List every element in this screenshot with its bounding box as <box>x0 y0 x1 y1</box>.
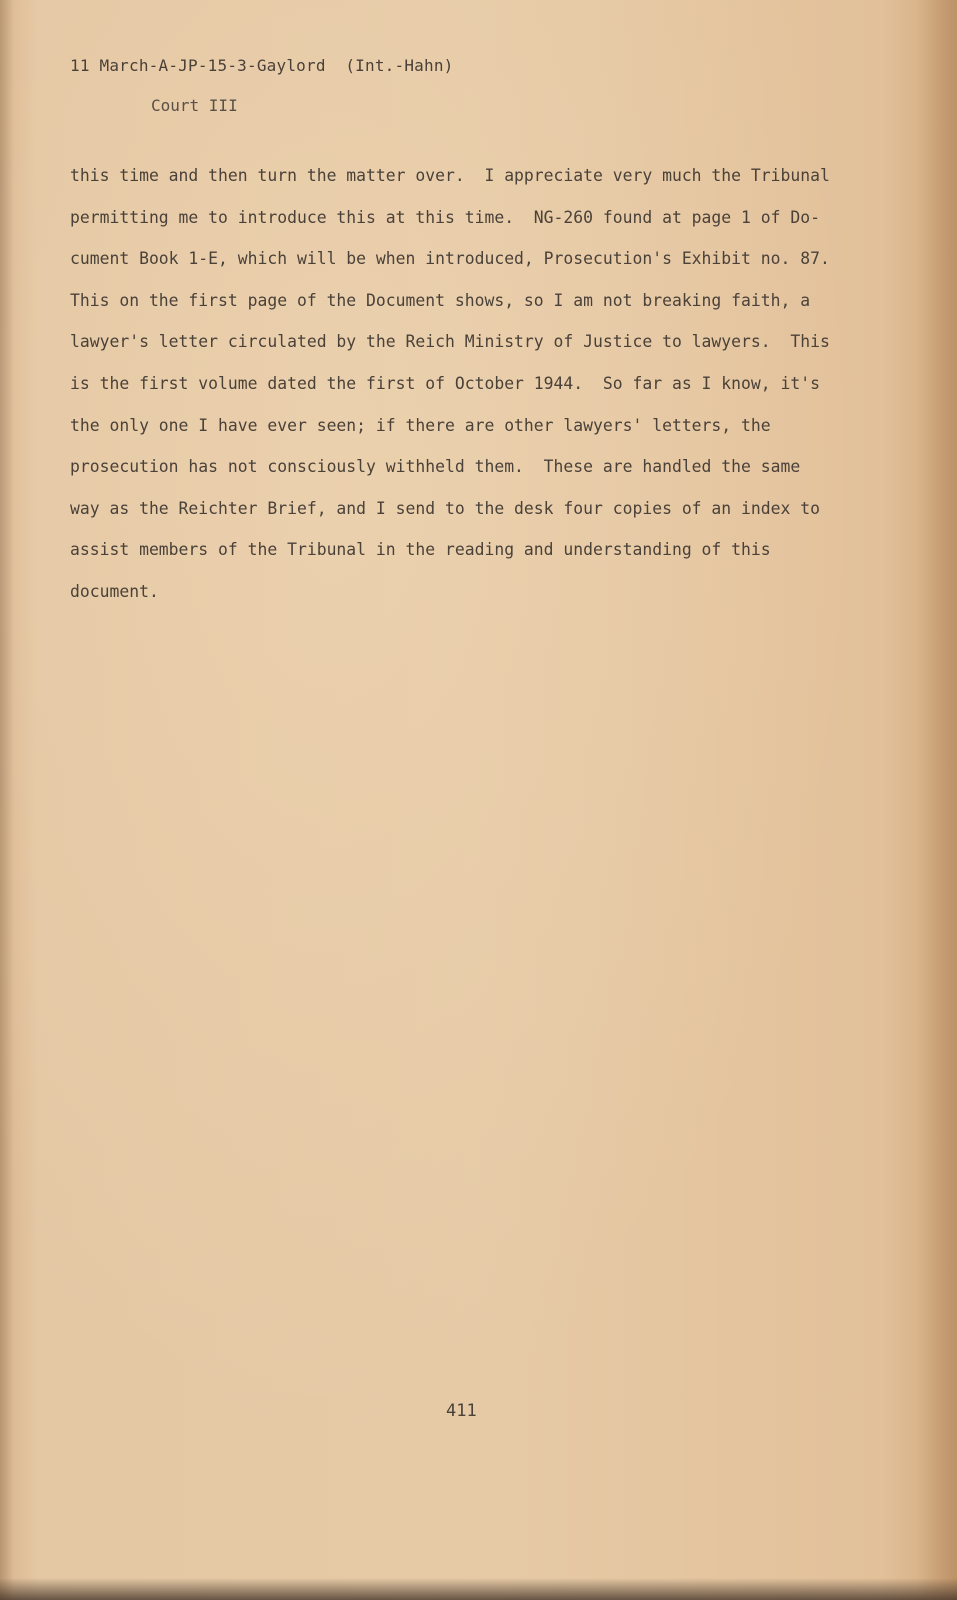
transcript-line: permitting me to introduce this at this time. NG-260 found at page 1 of Do- <box>70 207 820 227</box>
transcript-line: document. <box>70 581 159 601</box>
transcript-line: lawyer's letter circulated by the Reich Ministry of Justice to lawyers. This <box>70 332 830 352</box>
page-right-shadow <box>917 0 957 1600</box>
page-left-shadow <box>0 0 14 1600</box>
transcript-line: prosecution has not consciously withheld them. These are handled the same <box>70 457 801 477</box>
transcript-line: the only one I have ever seen; if there are other lawyers' letters, the <box>70 415 771 435</box>
transcript-line: assist members of the Tribunal in the reading and understanding of this <box>70 540 771 560</box>
transcript-line: this time and then turn the matter over. I appreciate very much the Tribunal <box>70 166 830 185</box>
transcript-line: is the first volume dated the first of October 1944. So far as I know, it's <box>70 373 820 393</box>
court-label: Court III <box>151 96 238 115</box>
transcript-line: way as the Reichter Brief, and I send to the desk four copies of an index to <box>70 498 820 518</box>
page-number: 411 <box>446 1401 477 1421</box>
transcript-line: This on the first page of the Document shows, so I am not breaking faith, a <box>70 290 811 310</box>
transcript-line: cument Book 1-E, which will be when introduced, Prosecution's Exhibit no. 87. <box>70 249 830 269</box>
document-header: 11 March-A-JP-15-3-Gaylord (Int.-Hahn) <box>70 56 454 75</box>
page-bottom-shadow <box>0 1578 957 1600</box>
transcript-body <box>70 155 870 613</box>
